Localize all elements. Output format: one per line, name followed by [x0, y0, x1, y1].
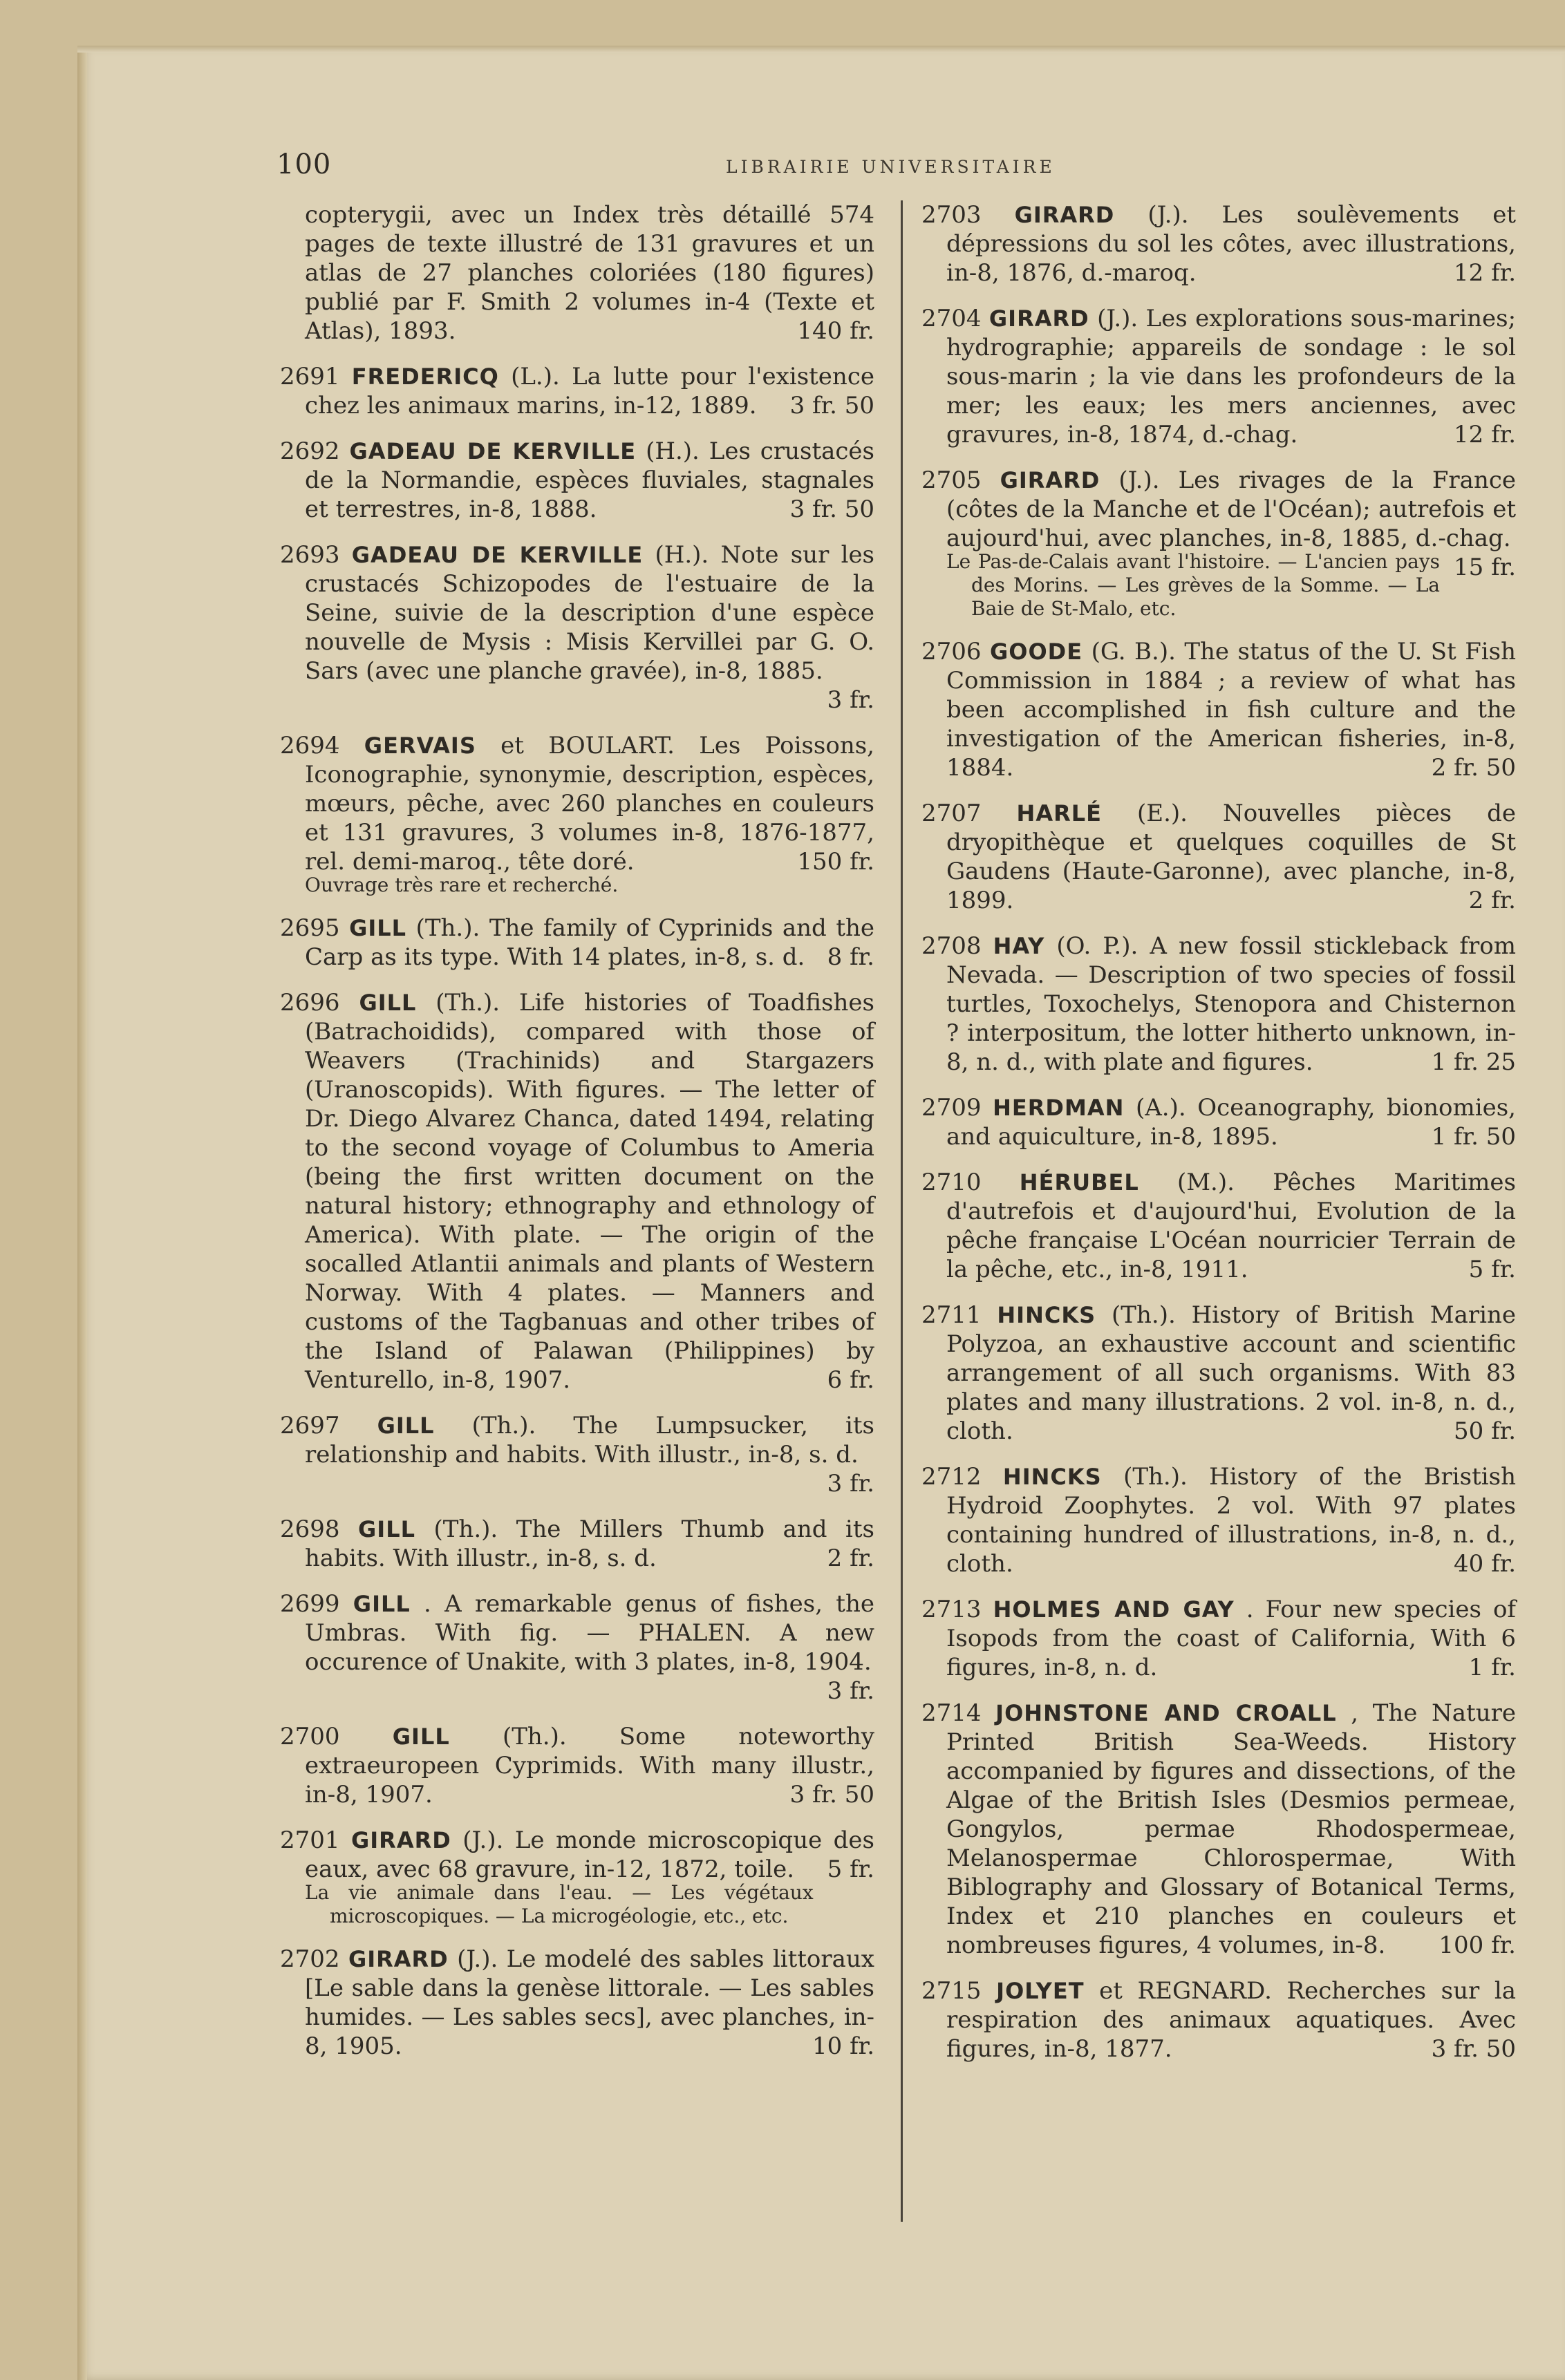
entry-price: 1 fr. 50	[1431, 1123, 1516, 1151]
entry-number: 2712	[921, 1463, 982, 1491]
entry-description: (J.). Le monde microscopique des eaux, avec 68 gravure, in-12, 1872, toile.	[305, 1826, 875, 1883]
entry-price: 2 fr.	[827, 1545, 874, 1572]
entry-author: FREDERICQ	[351, 363, 499, 390]
entry-price: 3 fr. 50	[1431, 2035, 1516, 2063]
catalog-entry	[280, 1411, 874, 1498]
entry-price: 1 fr.	[1468, 1654, 1516, 1681]
entry-author: HÉRUBEL	[1019, 1169, 1139, 1196]
catalog-entry	[921, 200, 1516, 287]
page-edge-shadow	[77, 46, 87, 2380]
catalog-entry	[921, 1462, 1516, 1578]
column-divider	[901, 200, 903, 2222]
entry-price: 40 fr.	[1454, 1550, 1516, 1578]
entry-description: (A.). Oceanography, bionomies, and aquiculture, in-8, 1895.	[946, 1094, 1516, 1151]
entry-price: 100 fr.	[1439, 1932, 1516, 1959]
entry-price: 10 fr.	[812, 2032, 874, 2060]
entry-price: 140 fr.	[797, 317, 874, 345]
catalog-entry	[921, 1699, 1516, 1960]
entry-author: GILL	[377, 1413, 435, 1439]
entry-number: 2715	[921, 1977, 982, 2005]
entry-author: HINCKS	[997, 1302, 1096, 1328]
entry-author: HAY	[993, 933, 1045, 959]
entry-author: GOODE	[990, 639, 1083, 665]
entry-number: 2714	[921, 1699, 982, 1727]
catalog-entry	[280, 1722, 874, 1809]
entry-author: GIRARD	[348, 1946, 449, 1972]
entry-number: 2695	[280, 914, 340, 942]
catalog-entry	[280, 914, 874, 972]
right-column	[921, 200, 1516, 2080]
entry-price: 150 fr.	[797, 848, 874, 876]
entry-number: 2705	[921, 466, 982, 494]
catalog-entry	[921, 1595, 1516, 1682]
entry-description: (L.). La lutte pour l'existence chez les animaux marins, in-12, 1889.	[305, 363, 874, 419]
entry-price: 3 fr. 50	[789, 392, 874, 419]
entry-description: (H.). Les crustacés de la Normandie, espèces fluviales, stagnales et terrestres, in-8, 1888.	[305, 437, 874, 523]
entry-description: (H.). Note sur les crustacés Schizopodes de l'estuaire de la Seine, suivie de la description d'une espèce nouvelle de Mysis : Misis Kervillei par G. O. Sars (avec une planche gravée), in-8, 1885.	[305, 541, 875, 685]
entry-author: GILL	[392, 1723, 450, 1750]
catalog-entry	[921, 932, 1516, 1077]
entry-price: 3 fr.	[827, 686, 874, 714]
entry-description: et REGNARD. Recherches sur la respiration des animaux aquatiques. Avec figures, in-8, 1877.	[946, 1977, 1517, 2063]
catalog-entry	[280, 988, 874, 1395]
page-header	[277, 149, 1493, 183]
entry-price: 5 fr.	[827, 1855, 874, 1883]
entry-author: GILL	[353, 1591, 411, 1617]
entry-number: 2704	[921, 305, 982, 332]
entry-author: HINCKS	[1002, 1464, 1102, 1490]
entry-author: GILL	[359, 990, 417, 1016]
entry-number: 2713	[921, 1596, 982, 1623]
catalog-entry	[280, 540, 874, 715]
entry-number: 2700	[280, 1723, 340, 1750]
entry-description: . A remarkable genus of fishes, the Umbras. With fig. — PHALEN. A new occurence of Unakite, with 3 plates, in-8, 1904.	[305, 1590, 874, 1676]
entry-author: HOLMES AND GAY	[993, 1596, 1235, 1623]
entry-description: (J.). Les explorations sous-marines; hydrographie; appareils de sondage : le sol sous-marin ; la vie dans les profondeurs de la mer; les eaux; les mers anciennes, avec gravures, in-8, 1874, d.-chag.	[946, 305, 1517, 448]
entry-price: 12 fr.	[1454, 421, 1516, 448]
entry-number: 2702	[280, 1945, 340, 1973]
entry-note: La vie animale dans l'eau. — Les végétaux microscopiques. — La microgéologie, etc., etc.	[305, 1881, 814, 1927]
entry-number: 2711	[921, 1301, 982, 1329]
entry-author: GILL	[349, 915, 407, 941]
entry-number: 2701	[280, 1826, 340, 1854]
entry-number: 2706	[921, 638, 982, 665]
entry-number: 2708	[921, 932, 982, 960]
catalog-entry	[921, 1301, 1516, 1446]
entry-author: GIRARD	[351, 1827, 451, 1853]
entry-author: GADEAU DE KERVILLE	[351, 542, 644, 568]
entry-number: 2698	[280, 1515, 340, 1543]
entry-description: (Th.). The family of Cyprinids and the Carp as its type. With 14 plates, in-8, s. d.	[305, 914, 875, 971]
entry-author: GADEAU DE KERVILLE	[349, 438, 637, 464]
entry-note: Le Pas-de-Calais avant l'histoire. — L'ancien pays des Morins. — Les grèves de la Somme. — La Baie de St-Malo, etc.	[946, 550, 1441, 620]
entry-author: JOLYET	[996, 1978, 1085, 2004]
catalog-entry	[280, 1826, 874, 1928]
catalog-entry	[921, 304, 1516, 449]
entry-author: GIRARD	[1000, 467, 1100, 493]
entry-description: (Th.). Some noteworthy extraeuropeen Cyprimids. With many illustr., in-8, 1907.	[305, 1723, 874, 1808]
catalog-entry	[921, 1168, 1516, 1284]
entry-price: 3 fr.	[827, 1470, 874, 1498]
entry-description: (J.). Les soulèvements et dépressions du sol les côtes, avec illustrations, in-8, 1876, d.-maroq.	[946, 201, 1517, 287]
entry-description: (Th.). History of British Marine Polyzoa, an exhaustive account and scientific arrangement of all such organisms. With 83 plates and many illustrations. 2 vol. in-8, n. d., cloth.	[946, 1301, 1517, 1445]
entry-price: 6 fr.	[827, 1366, 874, 1394]
entry-number: 2693	[280, 541, 340, 569]
catalog-entry	[921, 1976, 1516, 2063]
catalog-entry	[921, 466, 1516, 621]
entry-price: 15 fr.	[1454, 554, 1516, 581]
entry-number: 2692	[280, 437, 340, 465]
catalog-entry	[921, 1093, 1516, 1151]
entry-author: GIRARD	[1014, 202, 1115, 228]
entry-price: 5 fr.	[1468, 1256, 1516, 1283]
entry-price: 3 fr. 50	[789, 1781, 874, 1808]
entry-author: GIRARD	[988, 305, 1089, 332]
entry-description: (O. P.). A new fossil stickleback from Nevada. — Description of two species of fossil turtles, Toxochelys, Stenopora and Chisternon ? interpositum, the lotter hitherto unknown, in-8, n. d., with plate and figures.	[946, 932, 1516, 1076]
catalog-entry	[280, 437, 874, 524]
entry-description: (Th.). The Millers Thumb and its habits. With illustr., in-8, s. d.	[305, 1515, 875, 1572]
catalog-entry	[921, 799, 1516, 915]
entry-number: 2709	[921, 1094, 982, 1122]
entry-price: 3 fr. 50	[789, 495, 874, 523]
entry-author: GERVAIS	[364, 733, 476, 759]
entry-description: copterygii, avec un Index très détaillé 574 pages de texte illustré de 131 gravures et un atlas de 27 planches coloriées (180 figures) publié par F. Smith 2 volumes in-4 (Texte et Atlas), 1893.	[305, 201, 874, 345]
entry-number: 2707	[921, 800, 982, 827]
page-number: 100	[277, 149, 332, 180]
entry-note: Ouvrage très rare et recherché.	[305, 873, 619, 896]
entry-description: (M.). Pêches Maritimes d'autrefois et d'aujourd'hui, Evolution de la pêche française L'Océan nourricier Terrain de la pêche, etc., in-8, 1911.	[946, 1169, 1516, 1283]
entry-author: HARLÉ	[1016, 800, 1102, 827]
catalog-entry	[280, 362, 874, 420]
entry-description: (Th.). The Lumpsucker, its relationship and habits. With illustr., in-8, s. d.	[305, 1412, 875, 1468]
entry-author: GILL	[358, 1516, 415, 1542]
catalog-entry	[280, 731, 874, 897]
entry-price: 12 fr.	[1454, 259, 1516, 287]
entry-description: (E.). Nouvelles pièces de dryopithèque et quelques coquilles de St Gaudens (Haute-Garonne), avec planche, in-8, 1899.	[946, 800, 1516, 914]
entry-author: JOHNSTONE AND CROALL	[995, 1700, 1337, 1726]
entry-number: 2703	[921, 201, 982, 229]
entry-number: 2691	[280, 363, 340, 390]
catalog-entry	[280, 200, 874, 346]
entry-number: 2697	[280, 1412, 340, 1439]
entry-number: 2699	[280, 1590, 340, 1618]
entry-price: 50 fr.	[1454, 1417, 1516, 1445]
entry-number: 2694	[280, 732, 340, 759]
catalog-entry	[280, 1589, 874, 1706]
entry-description: et BOULART. Les Poissons, Iconographie, synonymie, description, espèces, mœurs, pêche, avec 260 planches en couleurs et 131 gravures, 3 volumes in-8, 1876-1877, rel. demi-maroq., tête doré.	[305, 732, 874, 876]
entry-description: (Th.). History of the Bristish Hydroid Zoophytes. 2 vol. With 97 plates containing hundred of illustrations, in-8, n. d., cloth.	[946, 1463, 1517, 1578]
entry-price: 1 fr. 25	[1431, 1048, 1516, 1076]
left-column	[280, 200, 874, 2077]
entry-price: 2 fr.	[1468, 887, 1516, 914]
page-top-shadow	[77, 46, 1565, 53]
entry-description: (G. B.). The status of the U. St Fish Commission in 1884 ; a review of what has been accomplished in fish culture and the investigation of the American fisheries, in-8, 1884.	[946, 638, 1517, 782]
entry-number: 2710	[921, 1169, 982, 1196]
catalog-entry	[921, 637, 1516, 782]
entry-price: 3 fr.	[827, 1677, 874, 1705]
catalog-entry	[280, 1945, 874, 2061]
entry-price: 2 fr. 50	[1431, 754, 1516, 782]
entry-price: 8 fr.	[827, 943, 874, 971]
entry-description: (Th.). Life histories of Toadfishes (Batrachoidids), compared with those of Weavers (Trachinids) and Stargazers (Uranoscopids). With figures. — The letter of Dr. Diego Alvarez Chanca, dated 1494, relating to the second voyage of Columbus to Ameria (being the first written document on the natural history; ethnography and ethnology of America). With plate. — The origin of the socalled Atlantii animals and plants of Western Norway. With 4 plates. — Manners and customs of the Tagbanuas and other tribes of the Island of Palawan (Philippines) by Venturello, in-8, 1907.	[305, 989, 874, 1394]
entry-description: . Four new species of Isopods from the coast of California, With 6 figures, in-8, n. d.	[946, 1596, 1517, 1681]
entry-description: (J.). Les rivages de la France (côtes de la Manche et de l'Océan); autrefois et aujourd'hui, avec planches, in-8, 1885, d.-chag.	[946, 466, 1517, 552]
entry-author: HERDMAN	[993, 1095, 1125, 1121]
entry-number: 2696	[280, 989, 340, 1017]
catalog-entry	[280, 1515, 874, 1573]
running-title: LIBRAIRIE UNIVERSITAIRE	[726, 157, 1056, 177]
entry-description: , The Nature Printed British Sea-Weeds. History accompanied by figures and dissections, of the Algae of the British Isles (Desmios permeae, Gongylos, permae Rhodospermeae, Melanospermae Chlorospermae, With Biblography and Glossary of Botanical Terms, Index et 210 planches en couleurs et nombreuses figures, 4 volumes, in-8.	[946, 1699, 1516, 1959]
entry-description: (J.). Le modelé des sables littoraux [Le sable dans la genèse littorale. — Les sables humides. — Les sables secs], avec planches, in-8, 1905.	[305, 1945, 874, 2060]
